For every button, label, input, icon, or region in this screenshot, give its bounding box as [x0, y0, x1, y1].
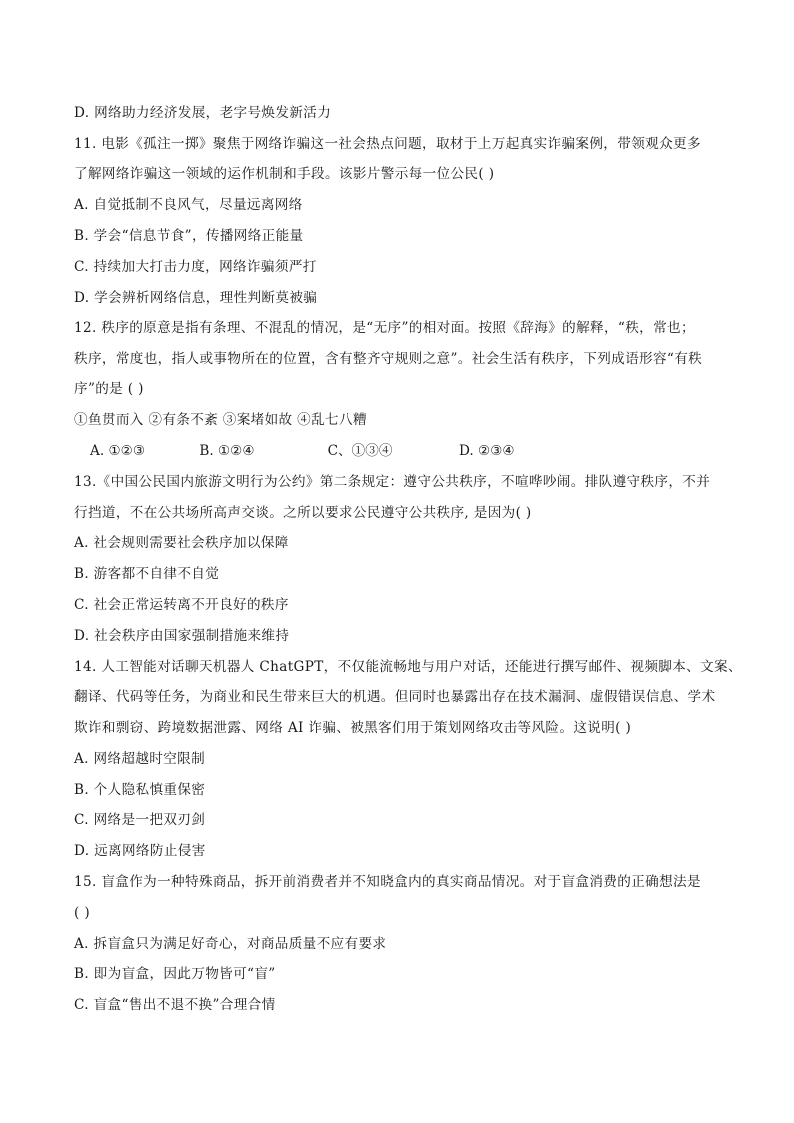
question-stem-line: 13.《中国公民国内旅游文明行为公约》第二条规定：遵守公共秩序，不喧哗吵闹。排队遵守秩序，不并 — [74, 474, 711, 490]
option-d: D. 远离网络防止侵害 — [74, 843, 206, 859]
question-stem-line: 欺诈和剽窃、跨境数据泄露、网络 AI 诈骗、被黑客们用于策划网络攻击等风险。这说明( ) — [74, 720, 632, 736]
question-stem-line: 行挡道，不在公共场所高声交谈。之所以要求公民遵守公共秩序, 是因为( ) — [74, 505, 532, 521]
option-row — [90, 441, 515, 461]
question-stem-line: 11. 电影《孤注一掷》聚焦于网络诈骗这一社会热点问题，取材于上万起真实诈骗案例，带领观众更多 — [74, 136, 701, 152]
statement-list: ①鱼贯而入 ②有条不紊 ③案堵如故 ④乱七八糟 — [74, 412, 367, 428]
option-b: B. 游客都不自律不自觉 — [74, 566, 220, 582]
option-a: A. 拆盲盒只为满足好奇心，对商品质量不应有要求 — [74, 936, 387, 952]
option-b: B. ①②④ — [199, 443, 255, 459]
option-d: D. 学会辨析网络信息，理性判断莫被骗 — [74, 290, 318, 306]
option-a: A. 社会规则需要社会秩序加以保障 — [74, 535, 289, 551]
question-stem-line: 翻译、代码等任务，为商业和民生带来巨大的机遇。但同时也暴露出存在技术漏洞、虚假错误信息、学术 — [74, 689, 716, 705]
question-stem-line: 15. 盲盒作为一种特殊商品，拆开前消费者并不知晓盒内的真实商品情况。对于盲盒消费的正确想法是 — [74, 874, 701, 890]
question-stem-line: ( ) — [74, 905, 90, 921]
option-d: D. ②③④ — [458, 443, 515, 459]
option-c: C. 盲盒“售出不退不换”合理合情 — [74, 997, 276, 1013]
option-c: C. 网络是一把双刃剑 — [74, 812, 206, 828]
option-c: C、①③④ — [327, 443, 393, 459]
prev-question-option-d: D. 网络助力经济发展，老字号焕发新活力 — [74, 105, 332, 121]
question-stem-line: 序”的是 ( ) — [74, 381, 144, 397]
option-a: A. 网络超越时空限制 — [74, 751, 206, 767]
question-stem-line: 了解网络诈骗这一领域的运作机制和手段。该影片警示每一位公民( ) — [74, 166, 495, 182]
option-b: B. 个人隐私慎重保密 — [74, 782, 206, 798]
option-c: C. 社会正常运转离不开良好的秩序 — [74, 597, 289, 613]
option-b: B. 即为盲盒，因此万物皆可“盲” — [74, 966, 276, 982]
question-stem-line: 14. 人工智能对话聊天机器人 ChatGPT，不仅能流畅地与用户对话，还能进行撰写邮件、视频脚本、文案、 — [74, 659, 742, 675]
option-c: C. 持续加大打击力度，网络诈骗须严打 — [74, 259, 317, 275]
question-stem-line: 秩序，常度也，指人或事物所在的位置，含有整齐守规则之意”。社会生活有秩序，下列成语形容“有秩 — [74, 351, 703, 367]
option-b: B. 学会“信息节食”，传播网络正能量 — [74, 228, 304, 244]
option-a: A. 自觉抵制不良风气，尽量远离网络 — [74, 197, 303, 213]
option-a: A. ①②③ — [90, 443, 146, 459]
question-stem-line: 12. 秩序的原意是指有条理、不混乱的情况，是“无序”的相对面。按照《辞海》的解释，“秩，常也； — [74, 320, 695, 336]
option-d: D. 社会秩序由国家强制措施来维持 — [74, 628, 290, 644]
